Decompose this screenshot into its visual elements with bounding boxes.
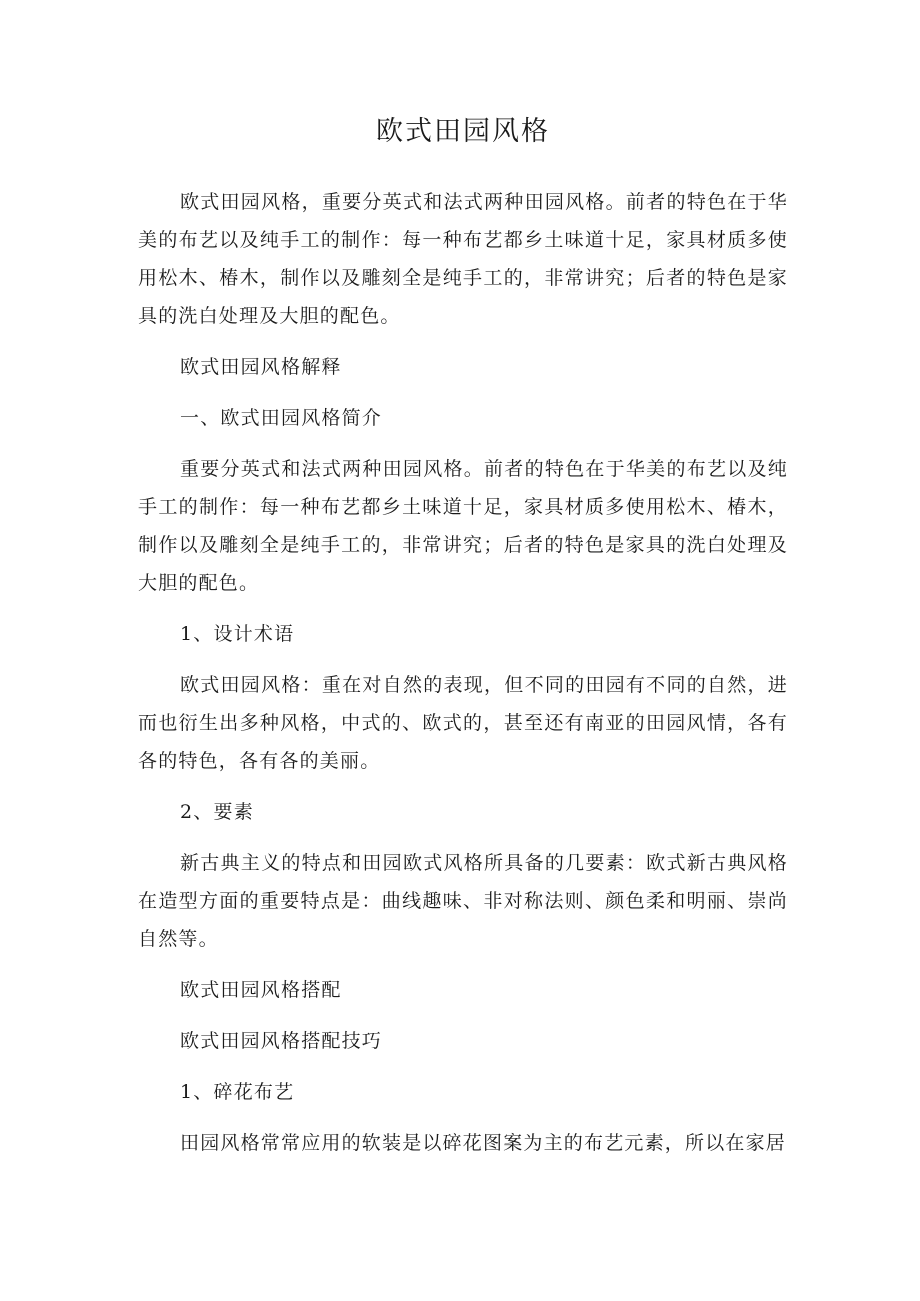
paragraph-design-terms: 欧式田园风格：重在对自然的表现，但不同的田园有不同的自然，进而也衍生出多种风格，中式的、欧式的，甚至还有南亚的田园风情，各有各的特色，各有各的美丽。 [138, 674, 788, 772]
subheading-elements: 2、要素 [180, 801, 254, 823]
section-heading-introduction: 一、欧式田园风格简介 [180, 407, 383, 429]
subheading-floral-fabric: 1、碎花布艺 [180, 1081, 295, 1103]
paragraph-floral-fabric: 田园风格常常应用的软装是以碎花图案为主的布艺元素，所以在家居 [180, 1132, 787, 1154]
subheading-design-terms: 1、设计术语 [180, 623, 295, 645]
paragraph-elements: 新古典主义的特点和田园欧式风格所具备的几要素：欧式新古典风格在造型方面的重要特点是：曲线趣味、非对称法则、颜色柔和明丽、崇尚自然等。 [138, 852, 788, 950]
paragraph-intro: 欧式田园风格，重要分英式和法式两种田园风格。前者的特色在于华美的布艺以及纯手工的制作：每一种布艺都乡土味道十足，家具材质多使用松木、椿木，制作以及雕刻全是纯手工的，非常讲究；后者的特色是家具的洗白处理及大胆的配色。 [138, 191, 788, 327]
document-title: 欧式田园风格 [376, 116, 550, 147]
document-body [138, 183, 788, 1175]
paragraph-introduction: 重要分英式和法式两种田园风格。前者的特色在于华美的布艺以及纯手工的制作：每一种布艺都乡土味道十足，家具材质多使用松木、椿木，制作以及雕刻全是纯手工的，非常讲究；后者的特色是家具的洗白处理及大胆的配色。 [138, 458, 788, 594]
section-heading-explanation: 欧式田园风格解释 [180, 356, 342, 378]
section-heading-matching-tips: 欧式田园风格搭配技巧 [180, 1030, 383, 1052]
section-heading-matching: 欧式田园风格搭配 [180, 979, 342, 1001]
